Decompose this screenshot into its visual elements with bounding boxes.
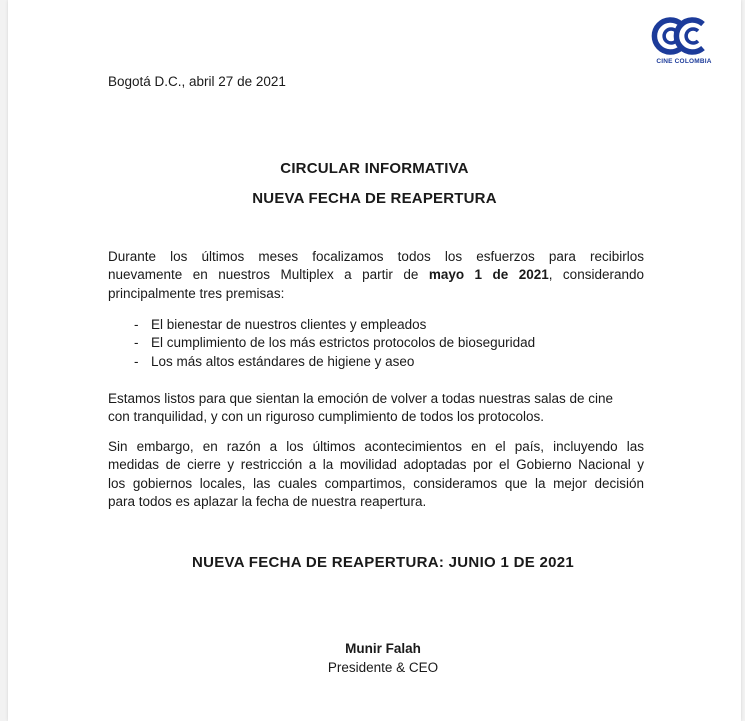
paragraph-intro-line-2 bbox=[108, 266, 644, 284]
paragraph-postponement-line-4: para todos es aplazar la fecha de nuestra reapertura. bbox=[108, 494, 427, 510]
letter-date: Bogotá D.C., abril 27 de 2021 bbox=[108, 74, 286, 89]
paragraph-intro-line-3: principalmente tres premisas: bbox=[108, 285, 285, 301]
signatory-role: Presidente & CEO bbox=[327, 660, 439, 675]
logo-text: CINE COLOMBIA bbox=[656, 58, 712, 65]
document-title: CIRCULAR INFORMATIVA bbox=[280, 160, 469, 177]
bullet-dash: - bbox=[134, 353, 139, 369]
list-item-text: Los más altos estándares de higiene y aseo bbox=[151, 353, 415, 369]
list-item bbox=[108, 316, 648, 334]
list-item bbox=[108, 353, 648, 371]
list-item bbox=[108, 334, 648, 352]
paragraph-ready-line-2: con tranquilidad, y con un riguroso cumplimiento de todos los protocolos. bbox=[108, 409, 544, 425]
bullet-dash: - bbox=[134, 317, 139, 332]
premises-list bbox=[108, 316, 648, 371]
paragraph-intro-line-2-start: nuevamente en nuestros Multiplex a partir de bbox=[108, 267, 429, 283]
signatory-name: Munir Falah bbox=[345, 641, 421, 656]
paragraph-intro-line-1: Durante los últimos meses focalizamos todos los esfuerzos para recibirlos bbox=[108, 249, 644, 264]
cine-colombia-logo bbox=[648, 14, 720, 70]
paragraph-postponement-line-3: los gobiernos locales, las cuales compartimos, consideramos que la mejor decisión bbox=[108, 475, 644, 491]
document-page bbox=[8, 0, 741, 721]
paragraph-postponement bbox=[108, 438, 644, 512]
reopening-original-date: mayo 1 de 2021 bbox=[428, 267, 549, 283]
bullet-dash: - bbox=[134, 335, 139, 351]
paragraph-ready-line-1: Estamos listos para que sientan la emoción de volver a todas nuestras salas de cine bbox=[108, 391, 614, 406]
paragraph-ready bbox=[108, 390, 644, 427]
cine-colombia-logo-mark bbox=[648, 14, 720, 58]
list-item-text: El cumplimiento de los más estrictos protocolos de bioseguridad bbox=[151, 335, 536, 351]
paragraph-postponement-line-1: Sin embargo, en razón a los últimos acontecimientos en el país, incluyendo las bbox=[108, 439, 644, 454]
list-item-text: El bienestar de nuestros clientes y empleados bbox=[151, 317, 427, 332]
paragraph-postponement-line-2: medidas de cierre y restricción a la movilidad adoptadas por el Gobierno Nacional y bbox=[108, 457, 644, 473]
paragraph-intro-line-2-end: , considerando bbox=[548, 267, 644, 283]
paragraph-intro bbox=[108, 248, 644, 303]
new-reopening-date: NUEVA FECHA DE REAPERTURA: JUNIO 1 DE 2021 bbox=[191, 554, 575, 571]
document-subtitle: NUEVA FECHA DE REAPERTURA bbox=[252, 190, 497, 207]
